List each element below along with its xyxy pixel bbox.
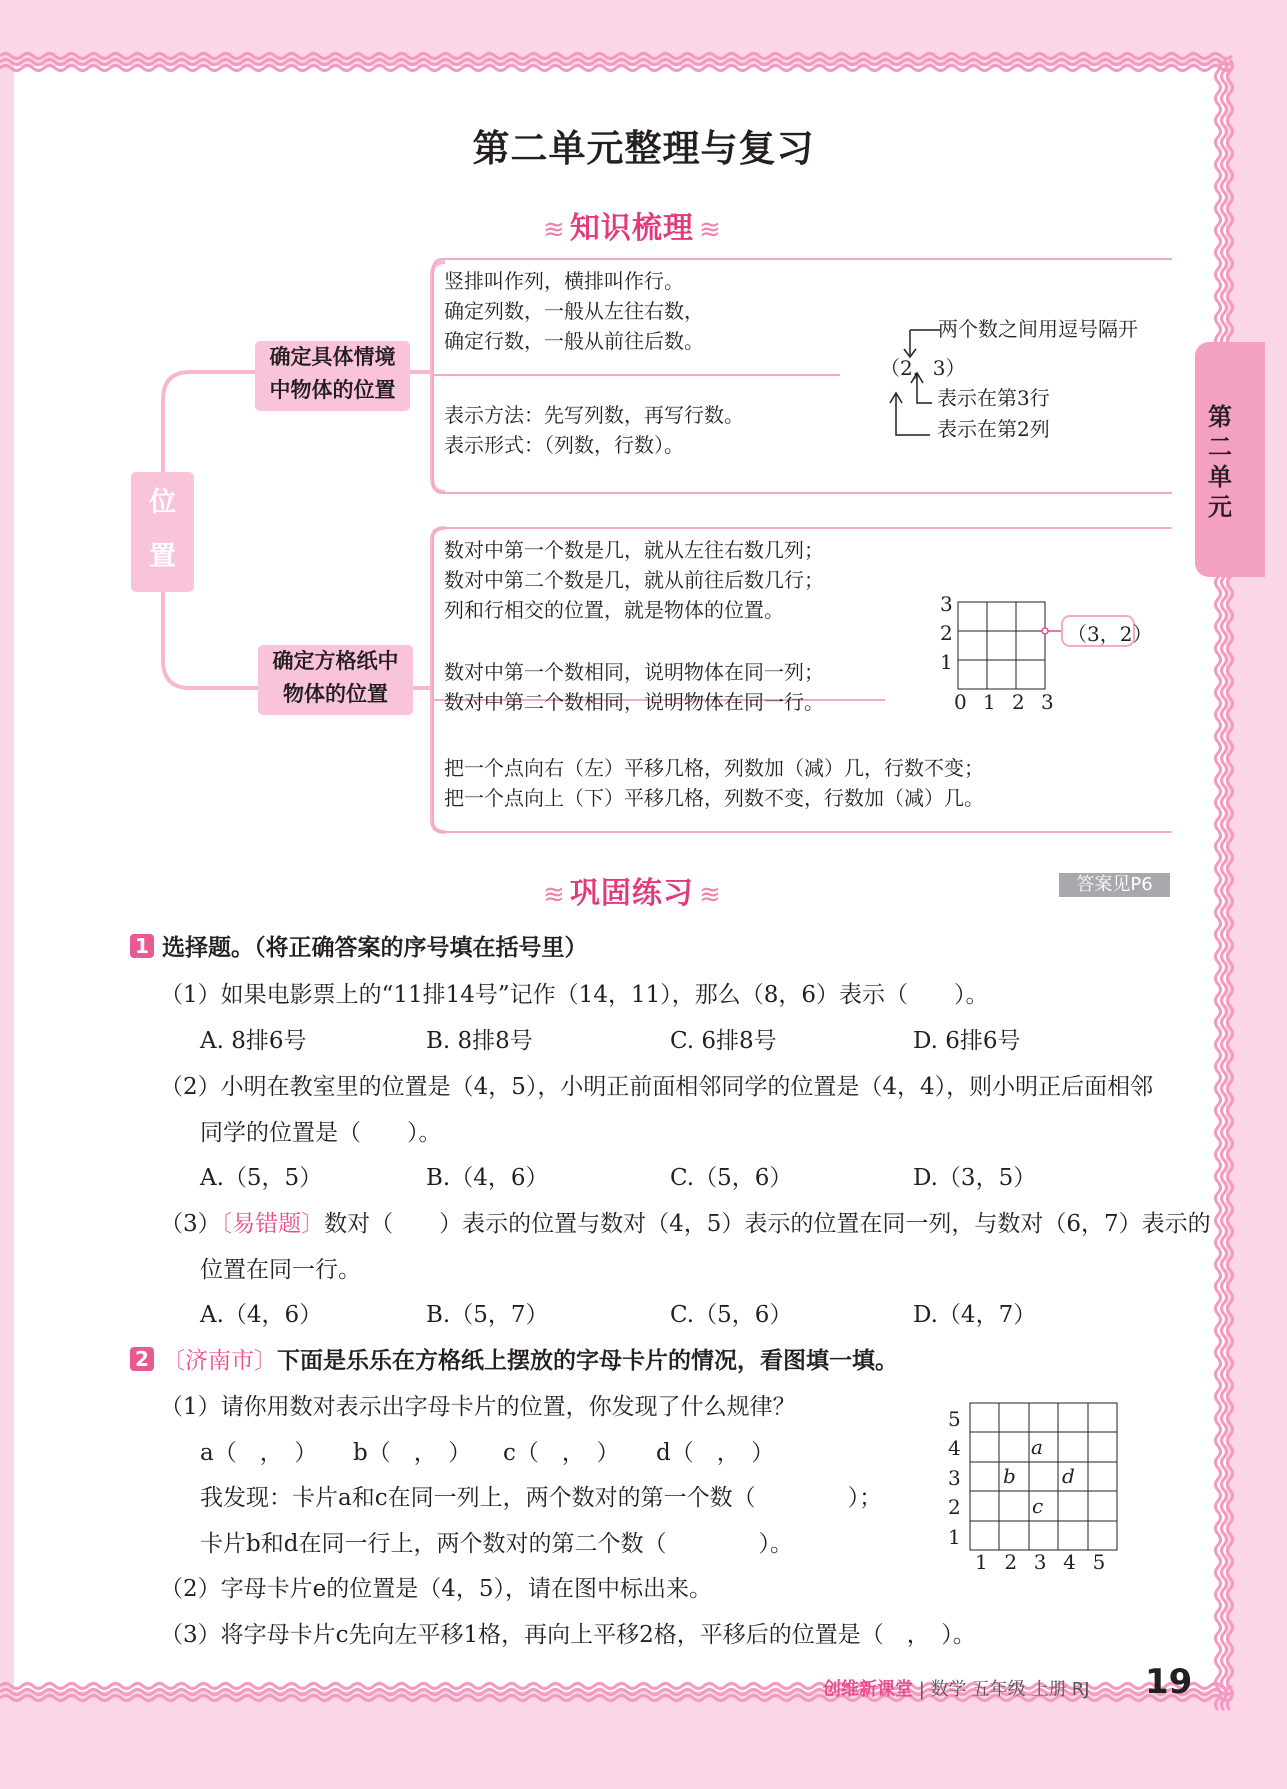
card-a: a [1031,1435,1043,1459]
pair-note-comma: 两个数之间用逗号隔开 [938,317,1138,341]
question-stem-text: 下面是乐乐在方格纸上摆放的字母卡片的情况，看图填一填。 [277,1348,898,1374]
branch-label-situation [255,341,410,411]
root-char-2: 置 [149,541,176,572]
option-d: D.（3，5） [913,1165,1037,1191]
q1-item-2-cont: 同学的位置是（ ）。 [200,1120,442,1146]
footer-divider: | [913,1679,931,1700]
y-tick: 3 [948,1465,961,1490]
mindmap-root-position [131,472,194,592]
wave-icon: ≋ [698,880,721,910]
section-knowledge-label: 知识梳理 [569,211,694,246]
q2-part-3: （3）将字母卡片c先向左平移1格，再向上平移2格，平移后的位置是（ ， ）。 [160,1622,976,1648]
q2-part-2: （2）字母卡片e的位置是（4，5），请在图中标出来。 [160,1576,713,1602]
box-text-translation [444,753,984,813]
unit-side-tab-label: 第 二 单 元 [1208,403,1232,521]
card-d: d [1062,1464,1075,1488]
footer-brand: 创维新课堂 [823,1679,913,1700]
option-a: A.（5，5） [200,1165,323,1191]
x-tick: 5 [1092,1550,1106,1574]
blank-d: d（ ， ） [656,1440,775,1466]
text-line: 确定行数，一般从前往后数。 [444,329,704,353]
box-text-row-col [444,266,704,356]
text-line: 数对中第二个数是几，就从前往后数几行； [444,568,824,592]
region-tag: 〔济南市〕 [162,1348,277,1374]
text-line: 把一个点向上（下）平移几格，列数不变，行数加（减）几。 [444,786,984,810]
item-prefix: （3） [160,1211,221,1237]
card-c: c [1032,1494,1044,1518]
footer-subject: 数学 [930,1679,967,1700]
letter-grid-y-labels [948,1405,961,1552]
blank-a: a（ ， ） [200,1440,318,1466]
option-b: B. 8排8号 [426,1028,533,1054]
x-tick: 1 [983,690,996,714]
wave-icon: ≋ [543,215,565,245]
footer-grade: 五年级 [971,1679,1026,1700]
small-grid-point-label: （3，2） [1067,622,1153,646]
grid-point [1042,628,1048,634]
option-c: C.（5，6） [670,1165,793,1191]
x-tick: 2 [1004,1550,1018,1574]
question-number-badge: 2 [130,1347,154,1371]
section-practice-header [543,868,721,912]
small-grid-y-labels [940,590,953,677]
y-tick: 4 [948,1436,961,1461]
wave-icon: ≋ [698,215,721,245]
text-line: 表示方法：先写列数，再写行数。 [444,403,744,427]
answer-reference: 答案见P6 [1059,873,1170,897]
x-tick: 1 [975,1550,988,1574]
text-line: 数对中第一个数相同，说明物体在同一列； [444,660,824,684]
q1-item-3 [160,1209,1211,1239]
box-text-grid-rule [444,535,824,625]
page-number: 19 [1145,1662,1193,1702]
x-tick: 4 [1063,1550,1076,1574]
pair-example: （2，3） [880,356,966,380]
text-line: 把一个点向右（左）平移几格，列数加（减）几，行数不变； [444,756,984,780]
branch-label-line: 中物体的位置 [269,378,396,402]
y-tick: 1 [940,650,953,674]
y-tick: 5 [948,1407,961,1431]
page-title: 第二单元整理与复习 [472,127,815,170]
x-tick: 3 [1033,1550,1047,1574]
y-tick: 2 [948,1495,961,1520]
blank-c: c（ ， ） [503,1440,620,1466]
item-text: 数对（ ）表示的位置与数对（4，5）表示的位置在同一列，与数对（6，7）表示的 [324,1211,1211,1237]
text-line: 确定列数，一般从左往右数， [444,299,704,323]
question-number-badge: 1 [130,934,154,958]
q1-item-3-cont: 位置在同一行。 [200,1257,361,1283]
q2-part-1: （1）请你用数对表示出字母卡片的位置，你发现了什么规律？ [160,1394,796,1420]
card-b: b [1003,1464,1016,1488]
small-grid-x-labels [954,690,1070,714]
wave-icon: ≋ [543,880,565,910]
question-stem-text: 选择题。（将正确答案的序号填在括号里） [162,935,588,961]
text-line: 数对中第一个数是几，就从左往右数几列； [444,538,824,562]
option-a: A.（4，6） [200,1302,323,1328]
y-tick: 3 [940,592,953,616]
footer-term: 上册 [1030,1679,1067,1700]
y-tick: 2 [940,621,953,645]
footer-edition: RJ [1071,1679,1090,1700]
pair-note-row: 表示在第3行 [937,386,1050,410]
error-prone-tag: 〔易错题〕 [220,1211,325,1237]
root-char-1: 位 [149,487,176,518]
branch-label-line: 确定具体情境 [269,345,396,369]
question-2-stem [130,1346,898,1376]
footer [823,1675,1090,1701]
box-text-notation [444,400,744,460]
x-tick: 0 [954,690,967,714]
q2-finding-1: 我发现：卡片a和c在同一列上，两个数对的第一个数（ ）； [200,1485,883,1511]
option-b: B.（4，6） [426,1165,549,1191]
branch-label-line: 物体的位置 [283,682,388,706]
blank-b: b（ ， ） [353,1440,472,1466]
option-a: A. 8排6号 [200,1028,307,1054]
q2-finding-2: 卡片b和d在同一行上，两个数对的第二个数（ ）。 [200,1531,793,1557]
x-tick: 3 [1041,690,1054,714]
y-tick: 1 [948,1524,961,1549]
branch-label-grid [258,645,413,715]
q1-item-2: （2）小明在教室里的位置是（4，5），小明正前面相邻同学的位置是（4，4），则小明正后面相邻 [160,1074,1154,1100]
option-c: C. 6排8号 [670,1028,777,1054]
q1-item-1: （1）如果电影票上的“11排14号”记作（14，11），那么（8，6）表示（ ）。 [160,982,989,1008]
section-practice-label: 巩固练习 [569,876,694,911]
option-b: B.（5，7） [426,1302,549,1328]
question-1-stem [130,933,588,963]
text-line: 数对中第二个数相同，说明物体在同一行。 [444,690,824,714]
text-line: 列和行相交的位置，就是物体的位置。 [444,598,784,622]
pair-note-col: 表示在第2列 [937,417,1050,441]
x-tick: 2 [1012,690,1025,714]
option-d: D.（4，7） [913,1302,1037,1328]
text-line: 竖排叫作列，横排叫作行。 [444,269,684,293]
letter-card-grid [943,1395,1123,1575]
text-line: 表示形式：（列数，行数）。 [444,433,684,457]
option-c: C.（5，6） [670,1302,793,1328]
option-d: D. 6排6号 [913,1028,1021,1054]
branch-label-line: 确定方格纸中 [272,649,399,673]
box-text-same [444,657,824,717]
letter-grid-x-labels [975,1550,1122,1574]
